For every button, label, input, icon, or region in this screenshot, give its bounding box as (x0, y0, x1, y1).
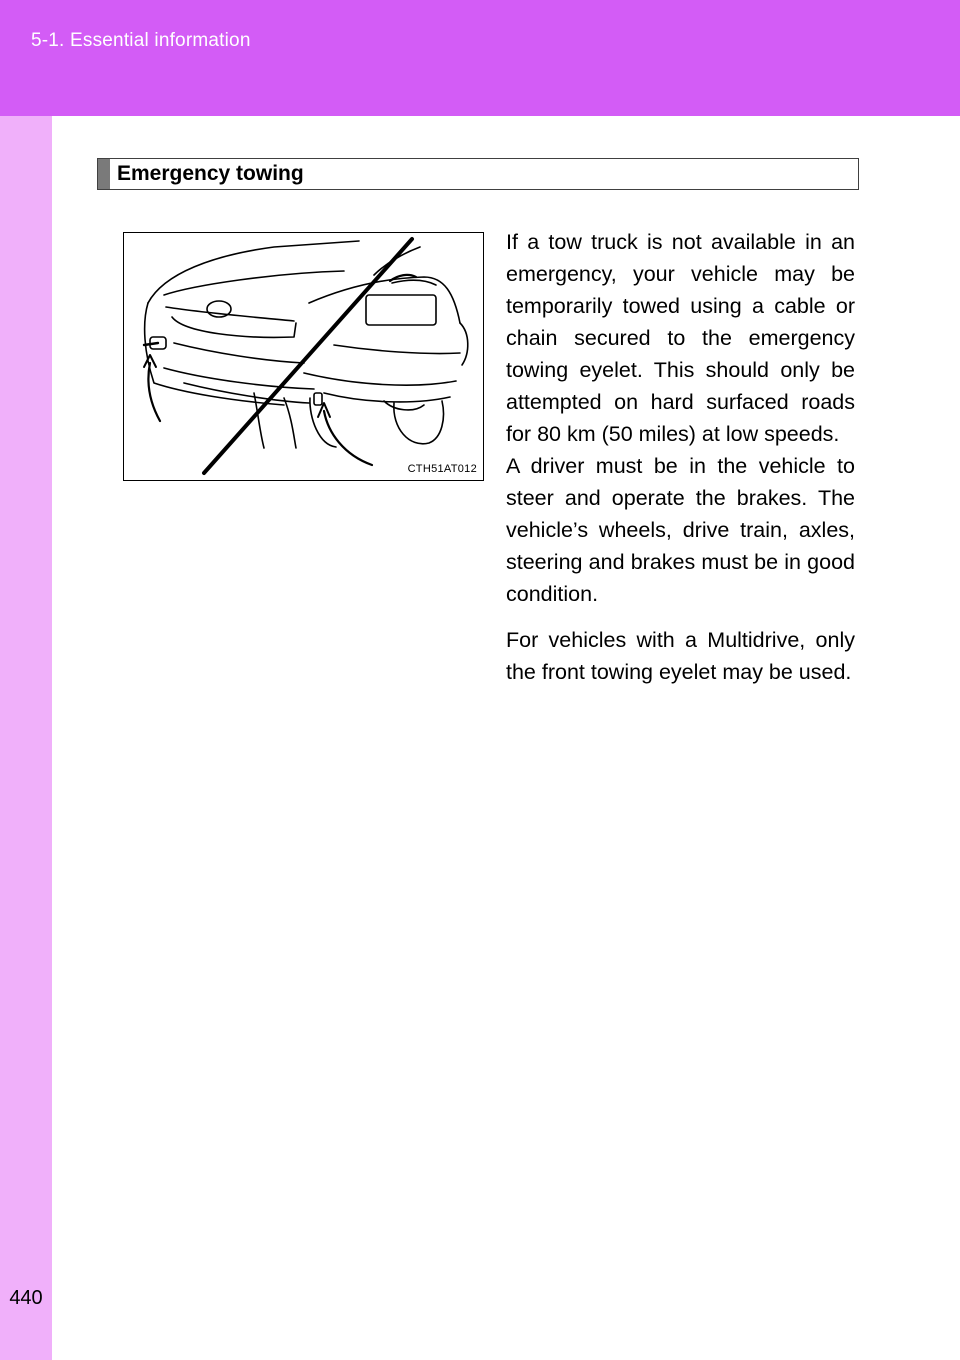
header-band (0, 0, 960, 116)
figure-code: CTH51AT012 (407, 463, 477, 475)
section-title: Emergency towing (117, 162, 304, 185)
side-strip (0, 116, 52, 1360)
paragraph-towing-conditions: If a tow truck is not available in an emergency, your vehicle may be temporarily towed using a cable or chain secured to the emergency towing eyelet. This should only be attempted on hard surfaced roads for 80 km (50 miles) at low speeds. (506, 230, 855, 446)
car-line-drawing (124, 233, 484, 481)
body-text (506, 226, 855, 688)
section-label: 5-1. Essential information (31, 30, 251, 51)
section-title-bar (97, 158, 859, 190)
page-number: 440 (9, 1287, 43, 1309)
title-accent (98, 159, 110, 189)
paragraph-multidrive-note: For vehicles with a Multidrive, only the front towing eyelet may be used. (506, 628, 855, 684)
towing-eyelet-illustration (123, 232, 484, 481)
paragraph-driver-requirement: A driver must be in the vehicle to steer and operate the brakes. The vehicle’s wheels, drive train, axles, steering and brakes must be in good condition. (506, 454, 855, 606)
